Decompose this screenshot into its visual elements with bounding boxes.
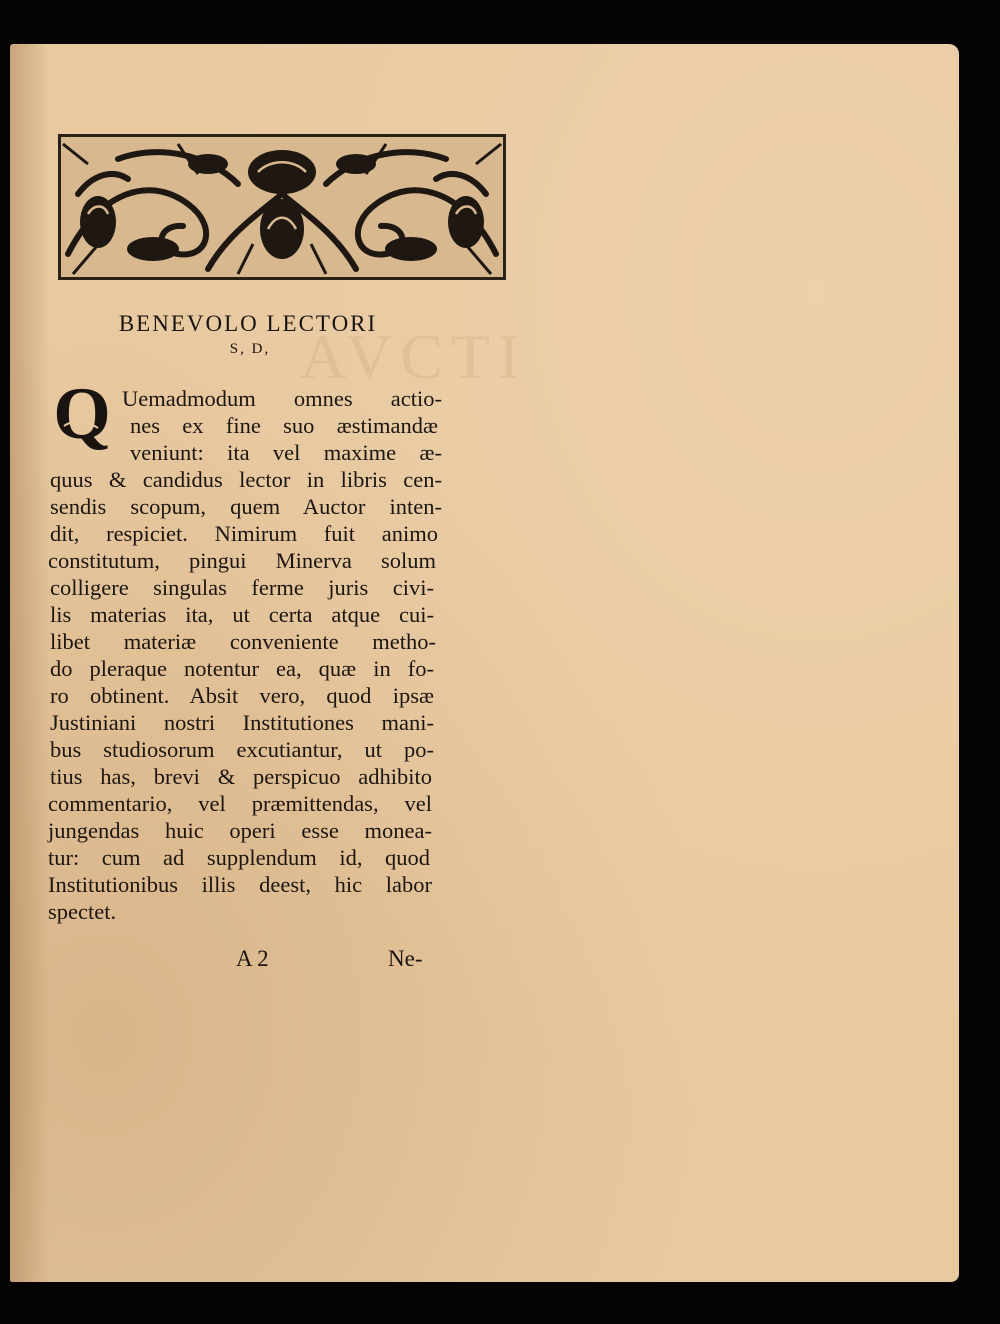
text-line: sendis scopum, quem Auctor inten- — [50, 494, 442, 519]
text-line: colligere singulas ferme juris civi- — [50, 575, 434, 600]
salutation: S, D, — [229, 341, 271, 357]
catchword: Ne- — [388, 946, 423, 971]
text-line: quus & candidus lector in libris cen- — [50, 467, 442, 492]
show-through-shadow: AVCTI — [300, 321, 528, 392]
text-line: Institutionibus illis deest, hic labor — [48, 872, 432, 897]
text-line: dit, respiciet. Nimirum fuit animo — [50, 521, 438, 546]
text-line: tius has, brevi & perspicuo adhibito — [50, 764, 432, 789]
ornamental-headpiece — [58, 134, 506, 280]
text-line: Justiniani nostri Institutiones mani- — [50, 710, 434, 735]
text-line: libet materiæ conveniente metho- — [50, 629, 436, 654]
text-line: ro obtinent. Absit vero, quod ipsæ — [50, 683, 434, 708]
text-line: bus studiosorum excutiantur, ut po- — [50, 737, 434, 762]
page-title: BENEVOLO LECTORI — [118, 311, 378, 336]
text-line: do pleraque notentur ea, quæ in fo- — [50, 656, 434, 681]
text-line: jungendas huic operi esse monea- — [48, 818, 432, 843]
text-line: spectet. — [48, 899, 117, 924]
text-line: Uemadmodum omnes actio- — [122, 386, 442, 411]
svg-text:Q: Q — [53, 380, 111, 452]
decorated-initial — [46, 380, 118, 452]
text-line: constitutum, pingui Minerva solum — [48, 548, 436, 573]
text-line: tur: cum ad supplendum id, quod — [48, 845, 430, 870]
text-line: nes ex fine suo æstimandæ — [130, 413, 438, 438]
text-line: commentario, vel præmittendas, vel — [48, 791, 432, 816]
signature-mark: A 2 — [236, 946, 269, 971]
text-line: lis materias ita, ut certa atque cui- — [50, 602, 434, 627]
text-line: veniunt: ita vel maxime æ- — [130, 440, 442, 465]
